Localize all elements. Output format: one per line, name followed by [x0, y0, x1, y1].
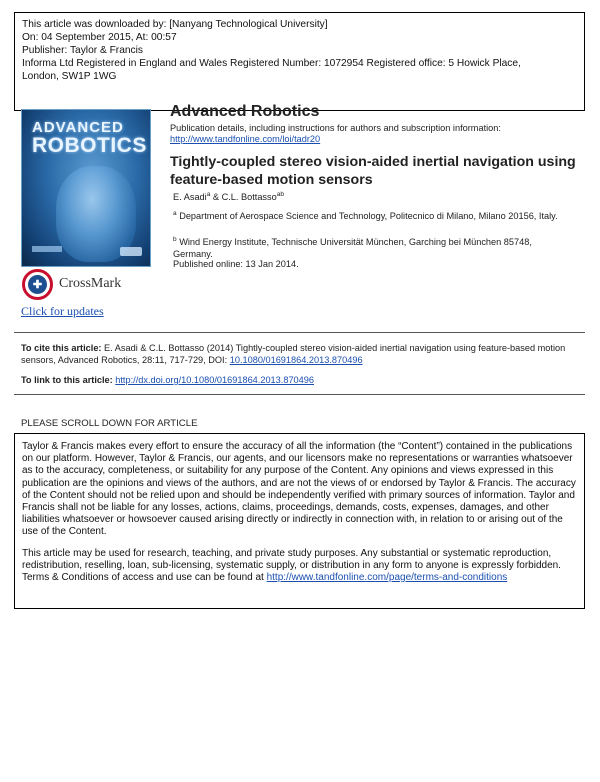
- crossmark-icon: [22, 269, 53, 300]
- affiliation-b-marker: b: [173, 236, 177, 243]
- author-2-affil: ab: [276, 191, 284, 198]
- cover-title: [32, 119, 147, 157]
- terms-conditions-link[interactable]: http://www.tandfonline.com/page/terms-and-conditions: [266, 572, 508, 584]
- crossmark-label: CrossMark: [59, 276, 122, 291]
- publisher-line: Publisher: Taylor & Francis: [22, 45, 143, 56]
- download-line: This article was downloaded by: [Nanyang Technological University]: [22, 19, 328, 30]
- legal-disclaimer-box: [14, 433, 585, 609]
- crossmark-logo[interactable]: [22, 268, 132, 300]
- cite-doi-link[interactable]: 10.1080/01691864.2013.870496: [229, 355, 363, 365]
- journal-cover-image[interactable]: [21, 109, 151, 267]
- download-date: On: 04 September 2015, At: 00:57: [22, 32, 177, 43]
- citation-block: [21, 342, 581, 366]
- author-1: E. Asadi: [173, 192, 207, 203]
- cite-label: To cite this article:: [21, 343, 102, 353]
- journal-title: Advanced Robotics: [170, 103, 320, 120]
- cite-text: E. Asadi & C.L. Bottasso (2014) Tightly-coupled stereo vision-aided inertial navigation using feature-based motion sensors, Advanced Robotics, 28:11, 717-729, DOI:: [21, 343, 566, 365]
- address-line: London, SW1P 1WG: [22, 71, 117, 82]
- citation-divider-top: [14, 332, 585, 333]
- author-separator: &: [210, 192, 222, 203]
- authors-line: [173, 191, 284, 202]
- cover-title-line1: ADVANCED: [32, 119, 124, 136]
- affiliation-a: [173, 208, 573, 222]
- published-date: Published online: 13 Jan 2014.: [173, 259, 299, 269]
- terms-text: This article may be used for research, teaching, and private study purposes. Any substantial or systematic reproduction, redistribution, reselling, loan, sub-licensing, systematic supply, or distribution in any form to anyone is expressly forbidden. Terms & Conditions of access and use can be found at: [22, 547, 561, 584]
- cover-title-line2: ROBOTICS: [32, 134, 147, 157]
- author-2: C.L. Bottasso: [221, 192, 277, 203]
- article-doi-url-link[interactable]: http://dx.doi.org/10.1080/01691864.2013.870496: [115, 375, 314, 385]
- cover-strip-graphic: [32, 246, 62, 252]
- citation-divider-bottom: [14, 394, 585, 395]
- affiliation-b-text: Wind Energy Institute, Technische Universität München, Garching bei München 85748, Germany.: [173, 237, 532, 260]
- affiliation-b: [173, 234, 573, 260]
- scroll-notice: PLEASE SCROLL DOWN FOR ARTICLE: [21, 418, 198, 429]
- link-to-article: [21, 375, 314, 385]
- publication-details: Publication details, including instructions for authors and subscription information:: [170, 123, 501, 133]
- link-label: To link to this article:: [21, 375, 116, 385]
- affiliation-a-marker: a: [173, 210, 177, 217]
- cover-publisher-badge: [120, 247, 142, 256]
- affiliation-a-text: Department of Aerospace Science and Technology, Politecnico di Milano, Milano 20156, Italy.: [179, 211, 558, 222]
- disclaimer-paragraph: Taylor & Francis makes every effort to ensure the accuracy of all the information (the “Content”) contained in the publications on our platform. However, Taylor & Francis, our agents, and our licensors make no representations or warranties whatsoever as to the accuracy, completeness, or suitability for any purpose of the Content. Any opinions and views expressed in this publication are the opinions and views of the authors, and are not the views of or endorsed by Taylor & Francis. The accuracy of the Content should not be relied upon and should be independently verified with primary sources of information. Taylor and Francis shall not be liable for any losses, actions, claims, proceedings, demands, costs, expenses, damages, and other liabilities whatsoever or howsoever caused arising directly or indirectly in connection with, in relation to or arising out of the use of the Content.: [22, 441, 576, 538]
- crossmark-inner-icon: ✚: [28, 275, 47, 294]
- author-1-affil: a: [206, 191, 211, 198]
- terms-paragraph: [22, 548, 577, 585]
- article-title: Tightly-coupled stereo vision-aided inertial navigation using feature-based motion sensors: [170, 154, 576, 188]
- click-for-updates-link[interactable]: Click for updates: [21, 304, 104, 318]
- download-info-box: [14, 12, 585, 111]
- registration-line: Informa Ltd Registered in England and Wales Registered Number: 1072954 Registered office: 5 Howick Place,: [22, 58, 521, 69]
- journal-url-link[interactable]: http://www.tandfonline.com/loi/tadr20: [170, 134, 321, 144]
